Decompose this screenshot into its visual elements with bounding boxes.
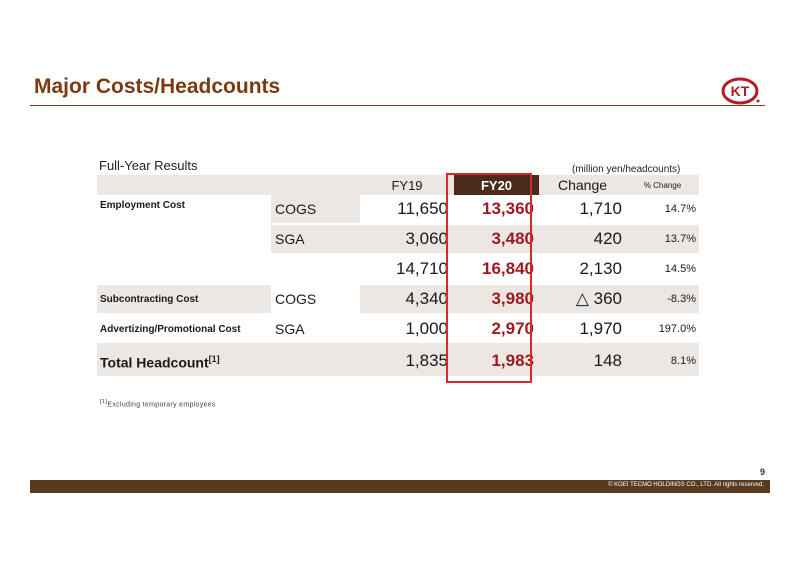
total-label-text: Total Headcount [100,354,209,371]
header-change: Change [539,175,626,195]
header-blank [271,175,360,195]
row-type: COGS [271,195,360,225]
company-logo-icon [721,77,761,105]
total-change: 148 [539,343,626,376]
units-note: (million yen/headcounts) [572,164,681,175]
row-pct: 14.5% [626,255,699,285]
header-fy19: FY19 [360,175,454,195]
total-fy19: 1,835 [360,343,454,376]
footnote-text: Excluding temporary employees [107,401,216,409]
row-label: Subcontracting Cost [97,285,271,315]
footnote-ref: [1] [208,353,220,364]
total-label [97,343,271,376]
table-row [97,315,699,343]
table-row [97,195,699,225]
row-pct: 13.7% [626,225,699,255]
row-fy19: 4,340 [360,285,454,315]
row-fy19: 11,650 [360,195,454,225]
row-type: SGA [271,225,360,255]
row-fy20: 2,970 [491,319,534,338]
row-change: 1,970 [579,319,622,338]
row-fy20: 13,360 [454,195,539,225]
row-type: SGA [275,321,305,337]
page-number: 9 [760,467,766,477]
row-fy19: 14,710 [360,255,454,285]
row-type: COGS [271,285,360,315]
row-label: Employment Cost [97,195,271,285]
row-change: 2,130 [539,255,626,285]
footer-bar [30,480,770,493]
row-label: Advertizing/Promotional Cost [100,323,241,335]
footnote [100,399,216,408]
section-subheading: Full-Year Results [99,158,198,173]
row-change: 420 [539,225,626,255]
logo-text: KT [730,83,750,99]
total-pct: 8.1% [626,343,699,376]
header-fy20: FY20 [454,175,539,195]
row-pct: 197.0% [658,323,696,335]
title-divider [30,105,765,106]
copyright-text: © KOEI TECMO HOLDINGS CO., LTD. All rights reserved. [608,482,764,488]
total-headcount-row [97,343,699,376]
row-fy20: 3,980 [454,285,539,315]
row-fy20: 16,840 [454,255,539,285]
row-fy20: 3,480 [454,225,539,255]
header-pct-change: % Change [626,175,699,195]
row-change: △ 360 [539,285,626,315]
row-change: 1,710 [539,195,626,225]
row-fy19: 3,060 [360,225,454,255]
footnote-ref: [1] [100,399,108,405]
row-pct: 14.7% [626,195,699,225]
row-type [271,343,360,376]
table-header-row [97,175,699,195]
row-fy19: 1,000 [405,319,448,338]
results-table [97,175,699,376]
row-pct: -8.3% [626,285,699,315]
table-row [97,285,699,315]
header-blank [97,175,271,195]
total-fy20: 1,983 [454,343,539,376]
row-type [271,255,360,285]
slide-title: Major Costs/Headcounts [34,75,281,98]
